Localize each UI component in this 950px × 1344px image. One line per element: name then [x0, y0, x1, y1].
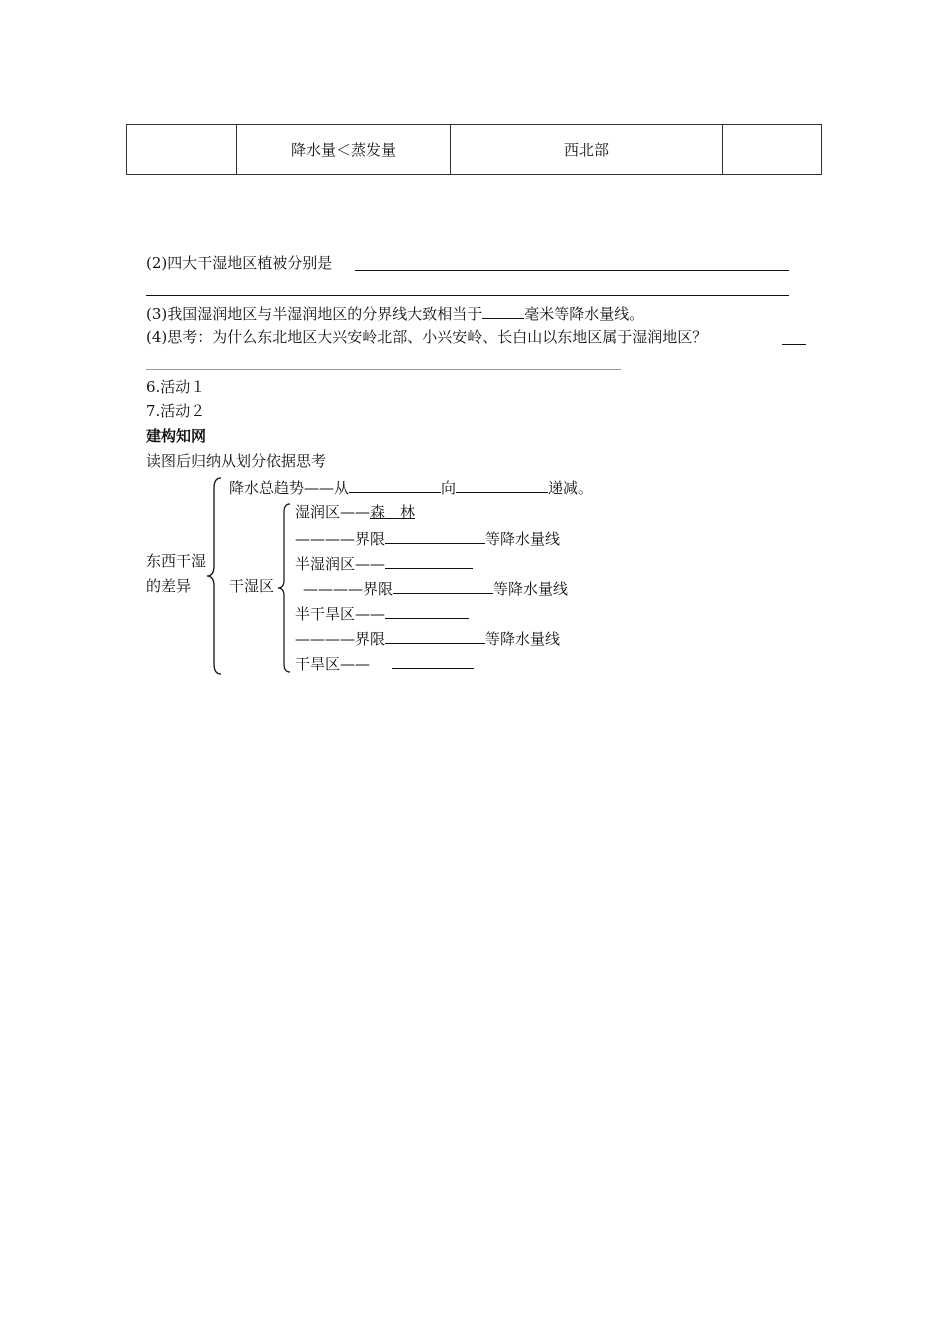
trend-middle: 向: [441, 479, 457, 497]
question-2: (2)四大干湿地区植被分别是: [146, 254, 333, 272]
boundary-prefix: ————界限: [295, 630, 386, 648]
brace-large-icon: [205, 476, 225, 676]
answer-blank: [385, 552, 473, 569]
summary-table: [126, 124, 822, 175]
answer-blank: [385, 527, 485, 544]
question-3-text: (3)我国湿润地区与半湿润地区的分界线大致相当于: [146, 305, 483, 323]
answer-blank: [482, 302, 524, 319]
arid-label: 干旱区——: [295, 655, 371, 673]
answer-line: [146, 369, 621, 370]
trend-row: [229, 476, 593, 498]
semi-arid-row: [295, 602, 469, 624]
answer-blank: [385, 627, 485, 644]
section-heading: 建构知网: [146, 427, 207, 445]
table-cell: 降水量＜蒸发量: [237, 125, 451, 175]
answer-blank: [385, 602, 469, 619]
arid-row: [295, 652, 474, 674]
semi-arid-label: 半干旱区——: [295, 605, 386, 623]
semi-humid-row: [295, 552, 473, 574]
table-row: [127, 125, 822, 175]
humid-zone-value: 森 林: [370, 503, 416, 521]
dry-wet-zone-label: 干湿区: [229, 577, 275, 595]
question-3-suffix: 毫米等降水量线。: [524, 305, 645, 323]
humid-zone-label: 湿润区——: [295, 503, 371, 521]
table-cell: [127, 125, 237, 175]
boundary-prefix: ————界限: [303, 580, 394, 598]
table-cell: 西北部: [451, 125, 723, 175]
answer-blank: [456, 476, 548, 493]
answer-line: [146, 295, 789, 296]
boundary-suffix: 等降水量线: [485, 630, 561, 648]
answer-line: [355, 270, 789, 271]
answer-blank: [349, 476, 441, 493]
question-3: [146, 302, 644, 324]
answer-blank: [392, 652, 474, 669]
activity-1: 6.活动１: [146, 378, 206, 396]
question-4: (4)思考：为什么东北地区大兴安岭北部、小兴安岭、长白山以东地区属于湿润地区？: [146, 328, 708, 346]
diagram-root-line-1: 东西干湿: [146, 552, 207, 570]
trend-suffix: 递减。: [548, 479, 594, 497]
boundary-row-2: [303, 577, 568, 599]
brace-small-icon: [277, 502, 293, 674]
boundary-suffix: 等降水量线: [493, 580, 569, 598]
table-cell: [723, 125, 822, 175]
humid-zone-row: [295, 502, 415, 522]
boundary-row-3: [295, 627, 560, 649]
boundary-prefix: ————界限: [295, 530, 386, 548]
diagram-root-line-2: 的差异: [146, 577, 192, 595]
activity-2: 7.活动２: [146, 402, 206, 420]
section-intro: 读图后归纳从划分依据思考: [146, 452, 327, 470]
boundary-suffix: 等降水量线: [485, 530, 561, 548]
answer-blank: [393, 577, 493, 594]
boundary-row-1: [295, 527, 560, 549]
answer-line: [782, 344, 806, 345]
semi-humid-label: 半湿润区——: [295, 555, 386, 573]
trend-prefix: 降水总趋势——从: [229, 479, 350, 497]
